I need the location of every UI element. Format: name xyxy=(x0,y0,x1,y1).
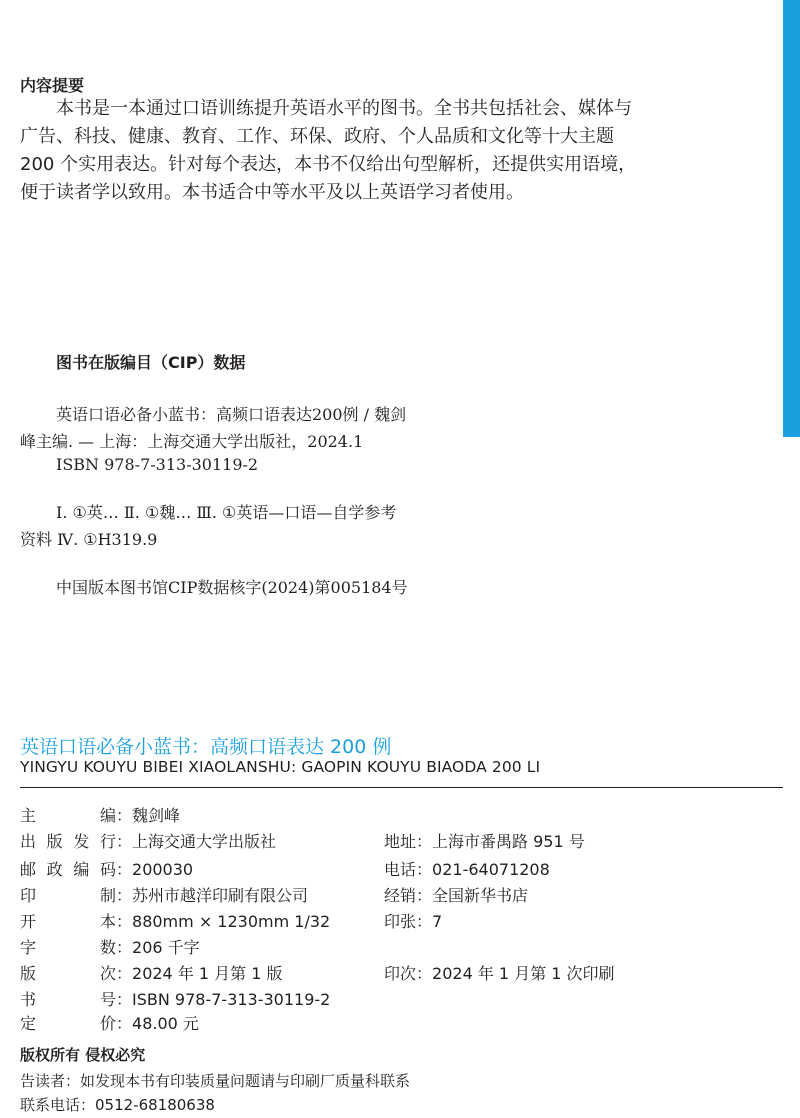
info-colon: ： xyxy=(416,832,433,851)
info-value: 苏州市越洋印刷有限公司 xyxy=(132,886,309,905)
info-colon: ： xyxy=(116,806,133,825)
abstract-line: 广告、科技、健康、教育、工作、环保、政府、个人品质和文化等十大主题 xyxy=(20,126,614,147)
info-value: 7 xyxy=(432,912,443,931)
info-label: 印次 xyxy=(384,964,417,983)
info-value: 206 千字 xyxy=(132,938,200,957)
info-row-postcode xyxy=(20,858,193,882)
info-value: 021-64071208 xyxy=(432,860,550,879)
copyright-notice: 版权所有 侵权必究 xyxy=(20,1046,146,1064)
info-value: 魏剑峰 xyxy=(132,806,181,825)
info-label: 字数 xyxy=(20,938,116,957)
info-row-isbn xyxy=(20,988,330,1012)
info-label: 版次 xyxy=(20,964,116,983)
info-colon: ： xyxy=(116,990,133,1009)
info-value: 48.00 元 xyxy=(132,1014,199,1033)
info-label: 经销 xyxy=(384,886,417,905)
info-row-distributor xyxy=(384,884,528,908)
abstract-line: 便于读者学以致用。本书适合中等水平及以上英语学习者使用。 xyxy=(20,182,524,203)
info-row-editor xyxy=(20,804,180,828)
cip-line: ISBN 978-7-313-30119-2 xyxy=(56,455,259,474)
info-row-address xyxy=(384,830,585,854)
cip-line: 资料 Ⅳ. ①H319.9 xyxy=(20,530,158,549)
info-value: 上海市番禺路 951 号 xyxy=(432,832,585,851)
info-label: 地址 xyxy=(384,832,417,851)
book-title-en: YINGYU KOUYU BIBEI XIAOLANSHU: GAOPIN KOUYU BIAODA 200 LI xyxy=(20,758,541,776)
info-label: 电话 xyxy=(384,860,417,879)
sidebar-accent-stripe xyxy=(783,0,800,437)
info-colon: ： xyxy=(416,912,433,931)
info-value: 2024 年 1 月第 1 次印刷 xyxy=(432,964,615,983)
info-colon: ： xyxy=(116,886,133,905)
cip-line: Ⅰ. ①英… Ⅱ. ①魏… Ⅲ. ①英语—口语—自学参考 xyxy=(56,503,397,522)
info-colon: ： xyxy=(116,860,133,879)
info-label: 定价 xyxy=(20,1014,116,1033)
divider xyxy=(20,787,783,788)
info-row-sheets xyxy=(384,910,442,934)
info-label: 印制 xyxy=(20,886,116,905)
abstract-heading: 内容提要 xyxy=(20,76,85,95)
reader-notice: 告读者：如发现本书有印装质量问题请与印刷厂质量科联系 xyxy=(20,1072,411,1090)
info-row-edition xyxy=(20,962,283,986)
info-value: ISBN 978-7-313-30119-2 xyxy=(132,990,331,1009)
info-colon: ： xyxy=(416,886,433,905)
info-label: 开本 xyxy=(20,912,116,931)
info-colon: ： xyxy=(416,964,433,983)
cip-line: 峰主编. — 上海：上海交通大学出版社，2024.1 xyxy=(20,432,364,451)
info-label: 出版发行 xyxy=(20,832,116,851)
abstract-line: 200 个实用表达。针对每个表达，本书不仅给出句型解析，还提供实用语境， xyxy=(20,154,637,175)
info-row-printer xyxy=(20,884,308,908)
info-row-printing xyxy=(384,962,615,986)
info-value: 880mm × 1230mm 1/32 xyxy=(132,912,331,931)
info-row-price xyxy=(20,1012,199,1036)
info-colon: ： xyxy=(116,938,133,957)
info-value: 上海交通大学出版社 xyxy=(132,832,277,851)
book-title-cn: 英语口语必备小蓝书：高频口语表达 200 例 xyxy=(20,736,392,758)
info-label: 主编 xyxy=(20,806,116,825)
contact-phone: 联系电话：0512-68180638 xyxy=(20,1096,215,1114)
info-colon: ： xyxy=(116,832,133,851)
cip-heading: 图书在版编目（CIP）数据 xyxy=(56,353,246,372)
info-value: 全国新华书店 xyxy=(432,886,529,905)
info-label: 印张 xyxy=(384,912,417,931)
info-colon: ： xyxy=(116,964,133,983)
cip-line: 英语口语必备小蓝书：高频口语表达200例 / 魏剑 xyxy=(56,405,407,424)
info-label: 书号 xyxy=(20,990,116,1009)
cip-line: 中国版本图书馆CIP数据核字(2024)第005184号 xyxy=(56,578,408,597)
info-value: 200030 xyxy=(132,860,194,879)
info-row-wordcount xyxy=(20,936,200,960)
abstract-line: 本书是一本通过口语训练提升英语水平的图书。全书共包括社会、媒体与 xyxy=(56,98,632,119)
info-row-publisher xyxy=(20,830,276,854)
info-colon: ： xyxy=(116,912,133,931)
info-value: 2024 年 1 月第 1 版 xyxy=(132,964,283,983)
info-row-phone xyxy=(384,858,550,882)
info-colon: ： xyxy=(416,860,433,879)
info-row-format xyxy=(20,910,330,934)
info-colon: ： xyxy=(116,1014,133,1033)
info-label: 邮政编码 xyxy=(20,860,116,879)
